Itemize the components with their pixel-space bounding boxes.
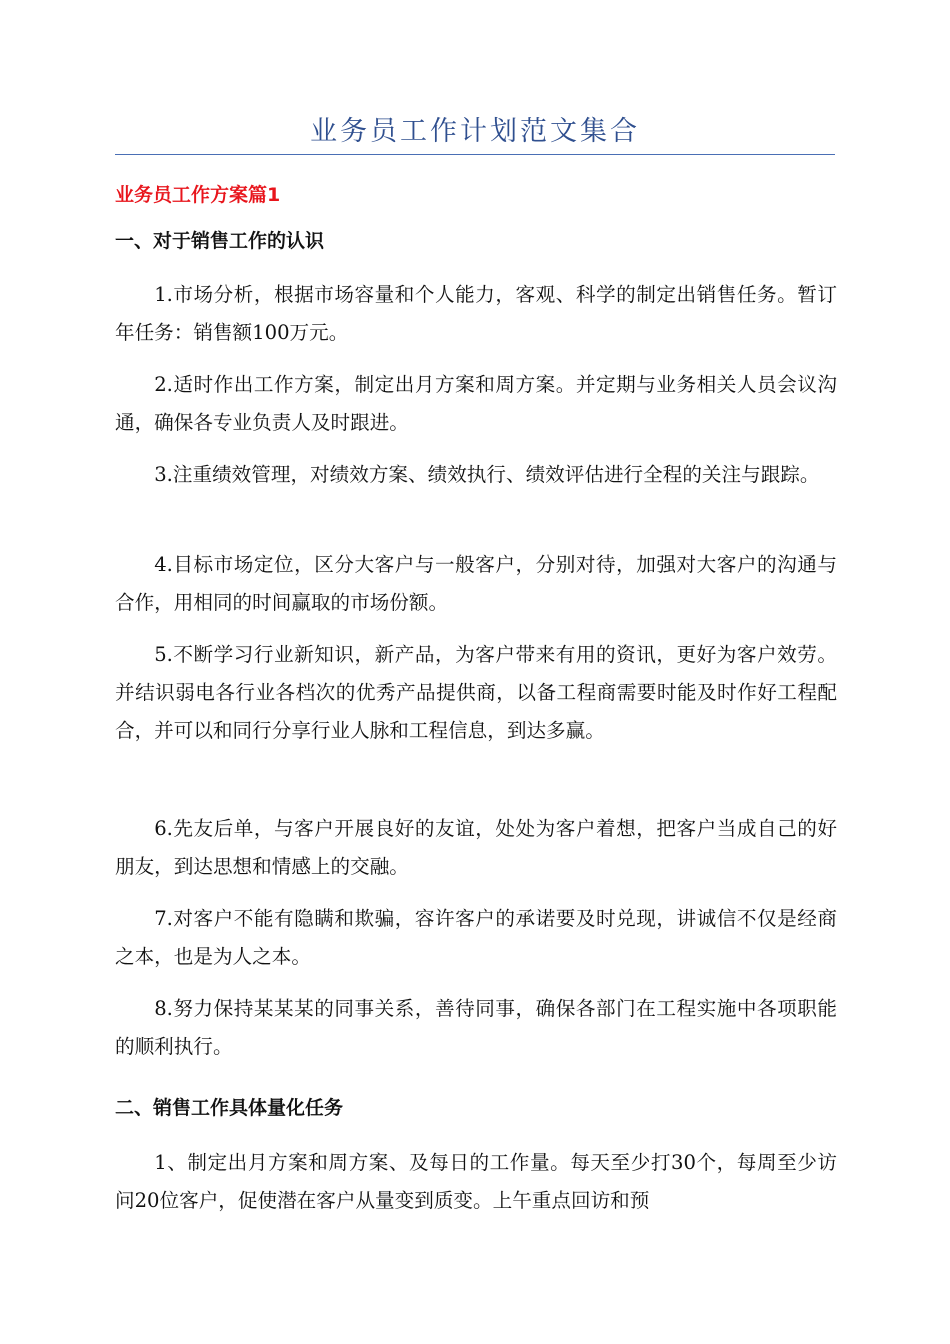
heading-1: 一、对于销售工作的认识	[115, 230, 325, 252]
paragraph-3: 3.注重绩效管理，对绩效方案、绩效执行、绩效评估进行全程的关注与跟踪。	[154, 463, 820, 486]
heading-2: 二、销售工作具体量化任务	[115, 1097, 344, 1119]
title-underline	[115, 154, 835, 155]
section-title: 业务员工作方案篇1	[115, 184, 281, 206]
paragraph-2: 2.适时作出工作方案，制定出月方案和周方案。并定期与业务相关人员会议沟通，确保各专业负责人及时跟进。	[115, 373, 837, 434]
paragraph-6: 6.先友后单，与客户开展良好的友谊，处处为客户着想，把客户当成自己的好朋友，到达思想和情感上的交融。	[115, 817, 837, 878]
paragraph-5: 5.不断学习行业新知识，新产品，为客户带来有用的资讯，更好为客户效劳。并结识弱电各行业各档次的优秀产品提供商，以备工程商需要时能及时作好工程配合，并可以和同行分享行业人脉和工程信息，到达多赢。	[115, 643, 837, 742]
paragraph-4: 4.目标市场定位，区分大客户与一般客户，分别对待，加强对大客户的沟通与合作，用相同的时间赢取的市场份额。	[115, 553, 837, 614]
paragraph-7: 7.对客户不能有隐瞒和欺骗，容许客户的承诺要及时兑现，讲诚信不仅是经商之本，也是为人之本。	[115, 907, 837, 968]
paragraph-9: 1、制定出月方案和周方案、及每日的工作量。每天至少打30个，每周至少访问20位客户，促使潜在客户从量变到质变。上午重点回访和预	[115, 1151, 837, 1212]
document-title: 业务员工作计划范文集合	[310, 116, 640, 147]
paragraph-1: 1.市场分析，根据市场容量和个人能力，客观、科学的制定出销售任务。暂订年任务：销售额100万元。	[115, 283, 837, 344]
paragraph-8: 8.努力保持某某某的同事关系，善待同事，确保各部门在工程实施中各项职能的顺利执行。	[115, 997, 837, 1058]
